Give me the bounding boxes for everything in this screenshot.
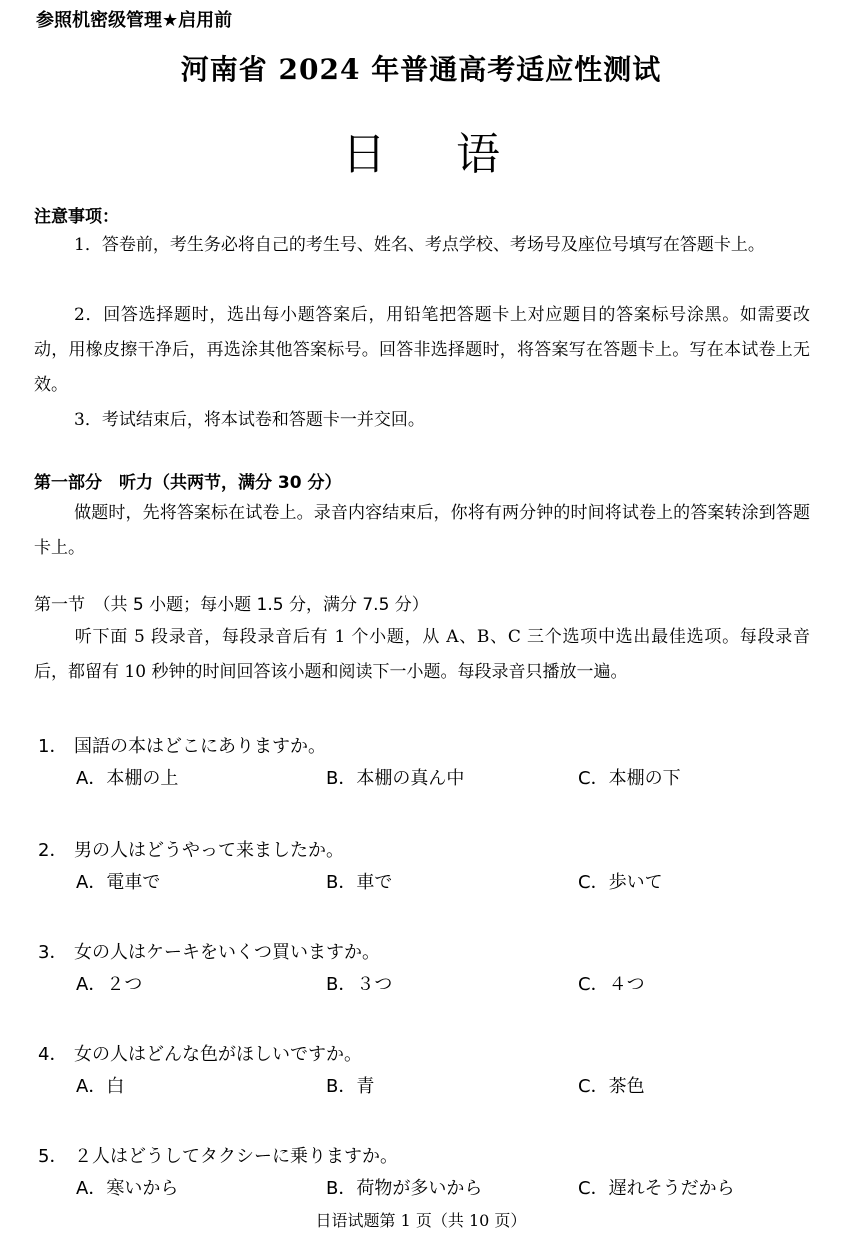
option-b: B．荷物が多いから: [326, 1178, 483, 1199]
question-2: [38, 836, 344, 862]
option-b: B．青: [326, 1076, 375, 1097]
option-c: C．遅れそうだから: [578, 1178, 735, 1199]
notice-item-2-text: 2．回答选择题时，选出每小题答案后，用铅笔把答题卡上对应题目的答案标号涂黑。如需要改动，用橡皮擦干净后，再选涂其他答案标号。回答非选择题时，将答案写在答题卡上。写在本试卷上无效。: [34, 305, 810, 395]
question-5: [38, 1142, 398, 1168]
part1-instructions: [34, 496, 810, 566]
confidentiality-label: 参照机密级管理★启用前: [36, 10, 233, 31]
notice-item-3: [34, 403, 810, 438]
option-a: A．２つ: [76, 974, 143, 995]
question-number: 5．: [38, 1146, 68, 1167]
page-footer: 日语试题第 1 页（共 10 页）: [315, 1211, 527, 1230]
exam-title: 河南省 2024 年普通高考适应性测试: [180, 53, 662, 86]
option-a: A．寒いから: [76, 1178, 179, 1199]
section1-instructions: [34, 620, 810, 690]
section1-title: 第一节 （共 5 小题；每小题 1.5 分，满分 7.5 分）: [34, 595, 429, 615]
part1-title: 第一部分 听力（共两节，满分 30 分）: [34, 473, 342, 493]
question-text: 男の人はどうやって来ましたか。: [74, 840, 344, 861]
option-c: C．歩いて: [578, 872, 663, 893]
question-number: 3．: [38, 942, 68, 963]
option-c: C．本棚の下: [578, 768, 681, 789]
question-number: 4．: [38, 1044, 68, 1065]
option-c: C．茶色: [578, 1076, 645, 1097]
question-text: 女の人はどんな色がほしいですか。: [74, 1044, 362, 1065]
question-text: 女の人はケーキをいくつ買いますか。: [74, 942, 380, 963]
notice-item-1-text: 1．答卷前，考生务必将自己的考生号、姓名、考点学校、考场号及座位号填写在答题卡上。: [74, 235, 765, 255]
question-number: 2．: [38, 840, 68, 861]
question-text: ２人はどうしてタクシーに乗りますか。: [74, 1146, 398, 1167]
question-1: [38, 732, 326, 758]
subject-title: 日语: [342, 129, 570, 180]
part1-instructions-text: 做题时，先将答案标在试卷上。录音内容结束后，你将有两分钟的时间将试卷上的答案转涂到答题卡上。: [34, 503, 810, 558]
notice-item-1: [34, 228, 810, 263]
question-3: [38, 938, 380, 964]
notice-item-3-text: 3．考试结束后，将本试卷和答题卡一并交回。: [74, 410, 425, 430]
question-text: 国語の本はどこにありますか。: [74, 736, 326, 757]
notice-title: 注意事项：: [34, 207, 119, 227]
option-c: C．４つ: [578, 974, 645, 995]
option-a: A．電車で: [76, 872, 161, 893]
option-b: B．３つ: [326, 974, 393, 995]
section1-instructions-text: 听下面 5 段录音，每段录音后有 1 个小题，从 A、B、C 三个选项中选出最佳选项。每段录音后，都留有 10 秒钟的时间回答该小题和阅读下一小题。每段录音只播放一遍。: [34, 627, 810, 682]
question-4: [38, 1040, 362, 1066]
option-b: B．本棚の真ん中: [326, 768, 465, 789]
notice-item-2: [34, 298, 810, 403]
option-a: A．本棚の上: [76, 768, 179, 789]
option-b: B．車で: [326, 872, 393, 893]
question-number: 1．: [38, 736, 68, 757]
option-a: A．白: [76, 1076, 125, 1097]
